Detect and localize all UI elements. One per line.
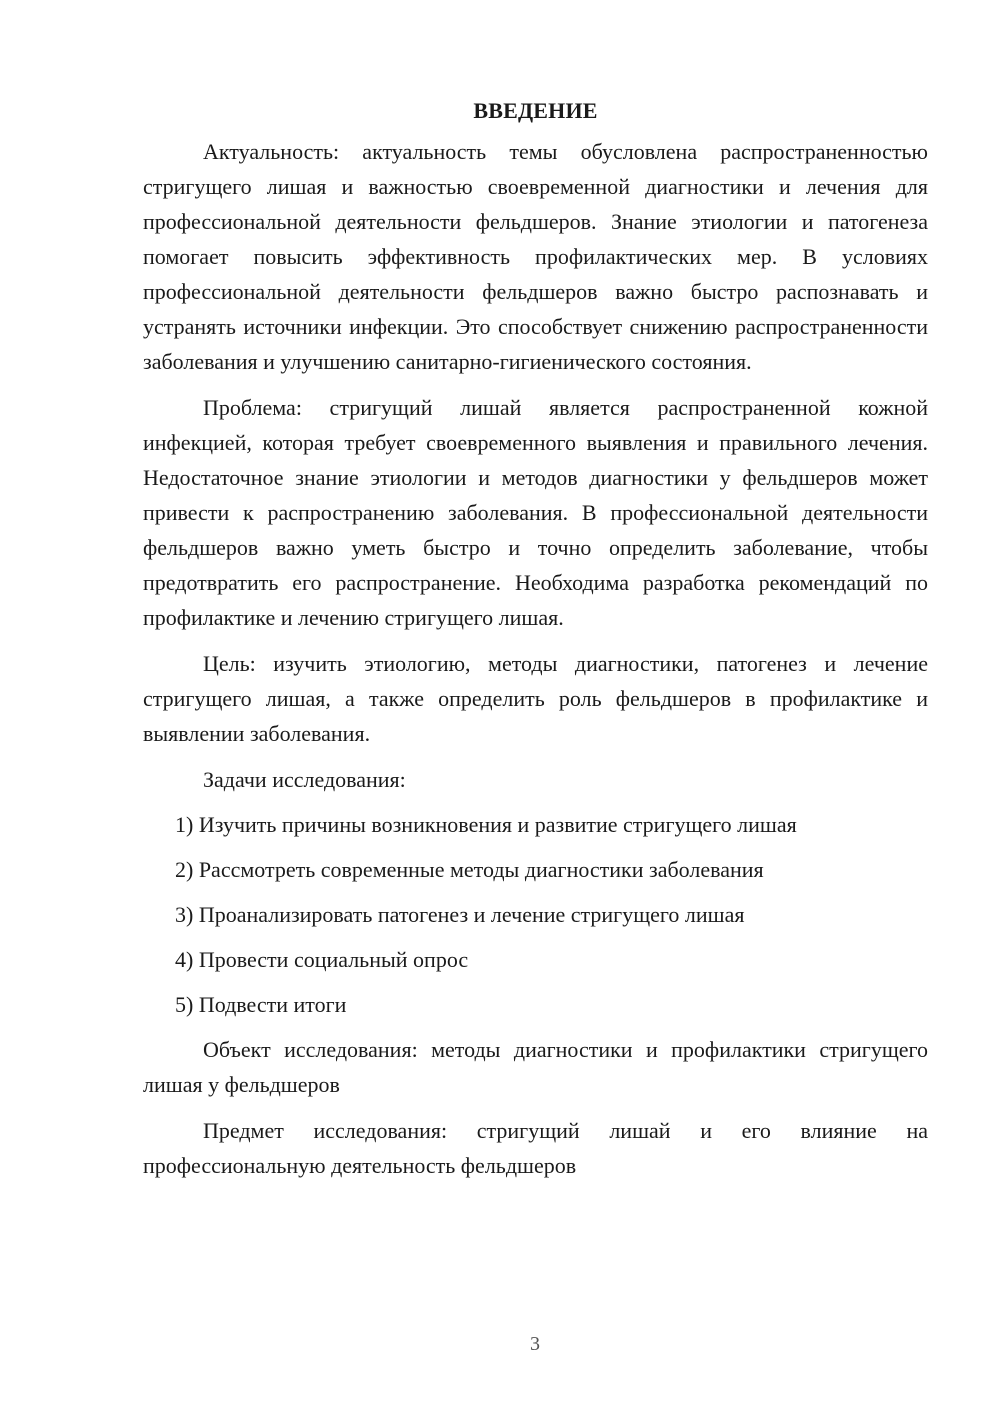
object-paragraph: Объект исследования: методы диагностики и профилактики стригущего лишая у фельдшеров (143, 1037, 928, 1097)
problem-paragraph: Проблема: стригущий лишай является распространенной кожной инфекцией, которая требует своевременного выявления и правильного лечения. Недостаточное знание этиологии и методов диагностики у фельдшеров может привести к распространению заболевания. В профессиональной деятельности фельдшеров важно уметь быстро и точно определить заболевание, чтобы предотвратить его распространение. Необходима разработка рекомендаций по профилактике и лечению стригущего лишая. (143, 395, 928, 630)
goal-paragraph: Цель: изучить этиологию, методы диагностики, патогенез и лечение стригущего лишая, а также определить роль фельдшеров в профилактике и выявлении заболевания. (143, 651, 928, 746)
subject-paragraph: Предмет исследования: стригущий лишай и его влияние на профессиональную деятельность фельдшеров (143, 1118, 928, 1178)
tasks-list (143, 807, 928, 1022)
list-item: 2) Рассмотреть современные методы диагностики заболевания (175, 857, 764, 882)
relevance-paragraph: Актуальность: актуальность темы обусловлена распространенностью стригущего лишая и важностью своевременной диагностики и лечения для профессиональной деятельности фельдшеров. Знание этиологии и патогенеза помогает повысить эффективность профилактических мер. В условиях профессиональной деятельности фельдшеров важно быстро распознавать и устранять источники инфекции. Это способствует снижению распространенности заболевания и улучшению санитарно-гигиенического состояния. (143, 139, 928, 374)
list-item: 1) Изучить причины возникновения и развитие стригущего лишая (175, 812, 797, 837)
list-item: 3) Проанализировать патогенез и лечение стригущего лишая (175, 902, 745, 927)
tasks-heading: Задачи исследования: (203, 767, 406, 792)
list-item: 4) Провести социальный опрос (175, 947, 469, 972)
section-title: ВВЕДЕНИЕ (473, 98, 598, 123)
list-item: 5) Подвести итоги (175, 992, 347, 1017)
page-number: 3 (530, 1333, 540, 1355)
page-content (143, 93, 928, 1194)
